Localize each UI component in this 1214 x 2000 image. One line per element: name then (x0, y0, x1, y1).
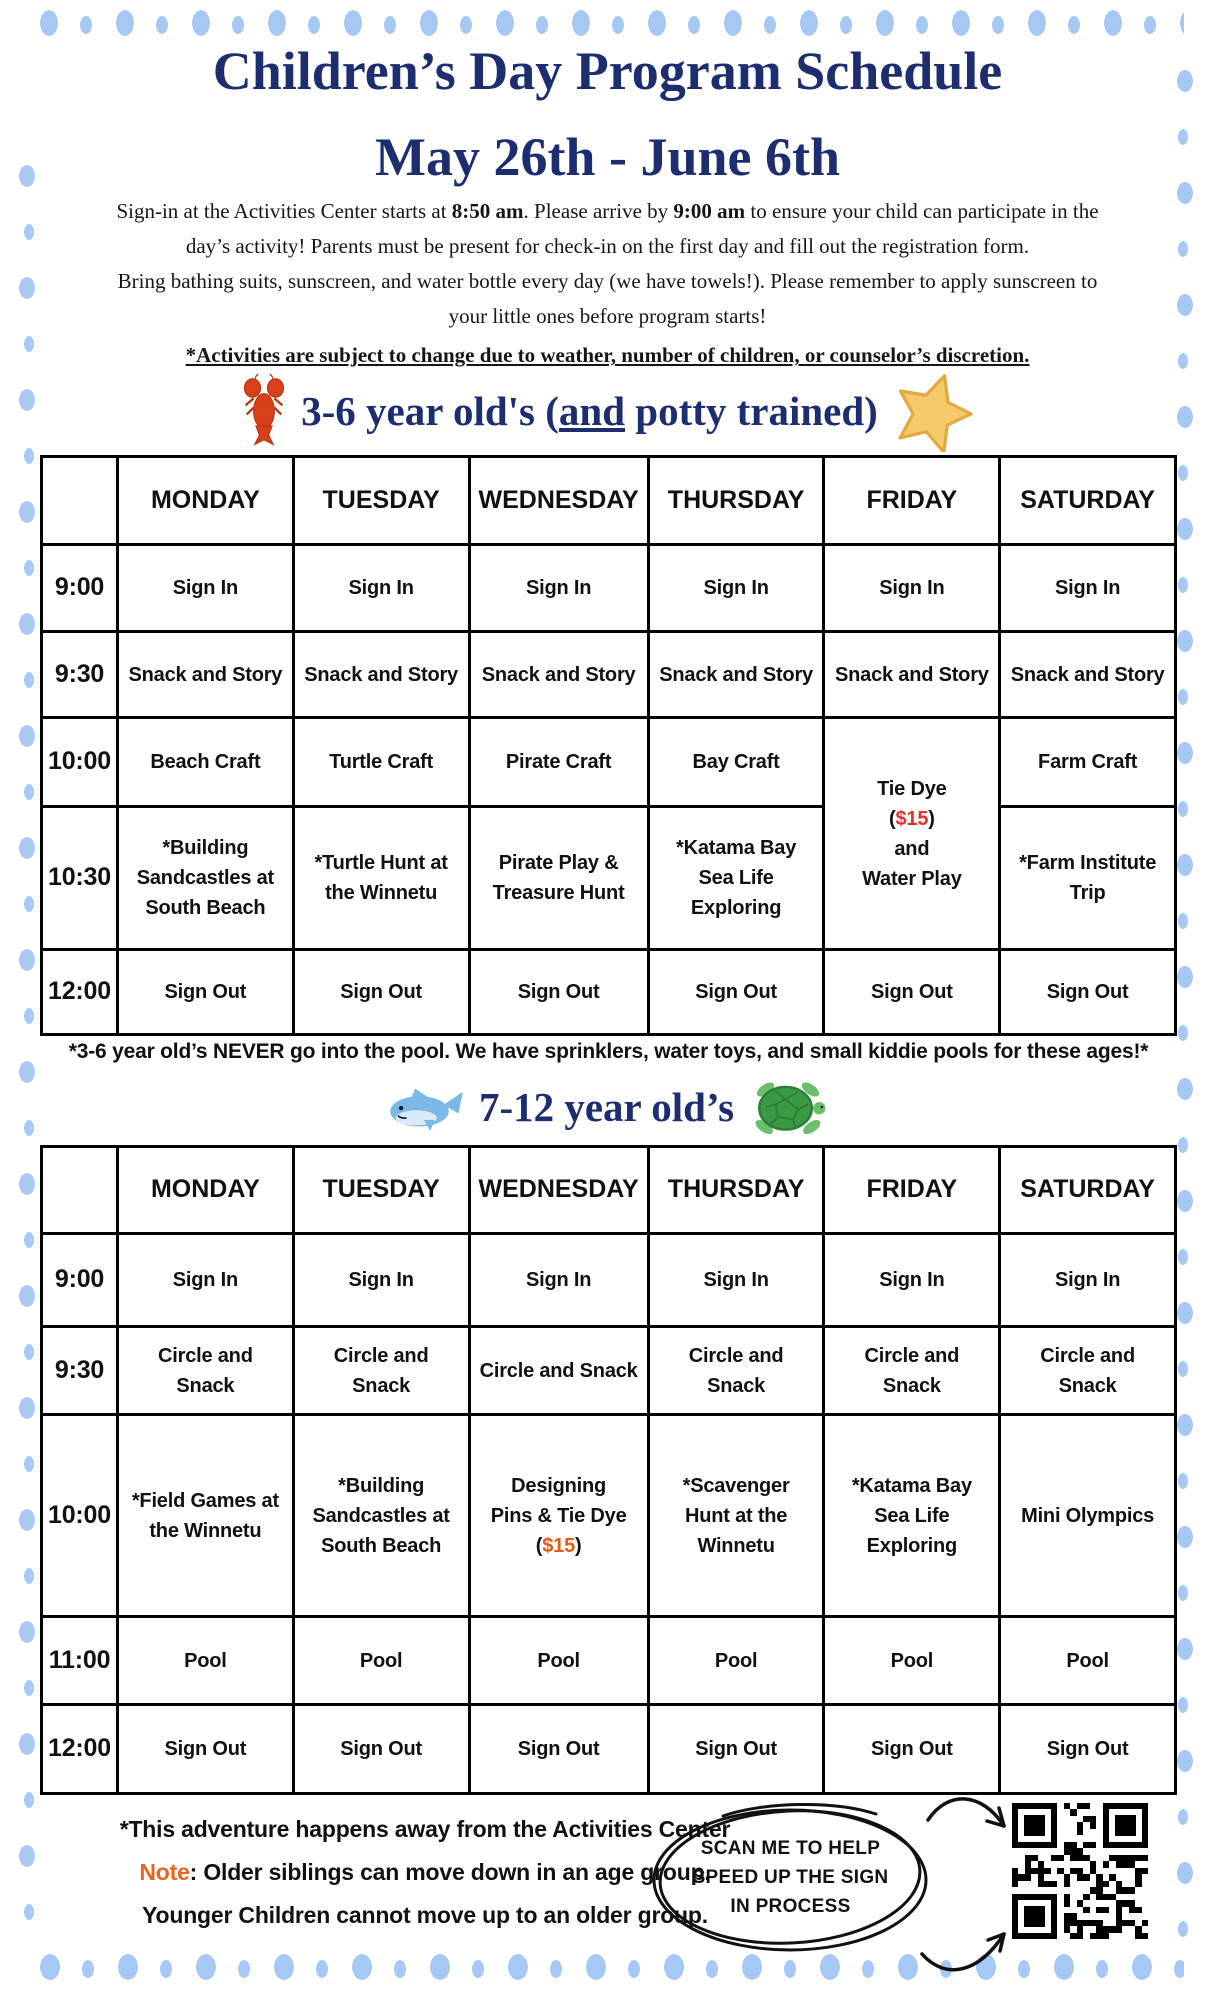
scan-me-text: SCAN ME TO HELP SPEED UP THE SIGN IN PROCESS (692, 1838, 889, 1917)
schedule-cell: Sign Out (471, 951, 647, 1033)
schedule-cell: Snack and Story (825, 633, 998, 716)
day-header: WEDNESDAY (471, 458, 647, 543)
starfish-icon (892, 370, 974, 452)
decorative-dots-top (30, 8, 1184, 36)
footer-line-1: *This adventure happens away from the Activities Center (119, 1816, 731, 1842)
schedule-cell: Sign In (825, 1235, 998, 1325)
note-label: Note (139, 1859, 190, 1885)
schedule-cell: Pool (471, 1618, 647, 1703)
schedule-cell: Mini Olympics (1001, 1416, 1174, 1615)
schedule-cell: Sign In (825, 546, 998, 630)
schedule-cell: Pool (1001, 1618, 1174, 1703)
cell-line: and (894, 837, 930, 860)
time-label: 12:00 (43, 951, 116, 1033)
schedule-cell: Bay Craft (650, 719, 823, 805)
schedule-cell: *Building Sandcastles at South Beach (119, 808, 292, 948)
day-header: MONDAY (119, 1148, 292, 1232)
schedule-cell: *Scavenger Hunt at the Winnetu (650, 1416, 823, 1615)
time-label: 9:00 (43, 546, 116, 630)
schedule-cell: Sign Out (1001, 1706, 1174, 1792)
section2-heading (40, 1072, 1175, 1142)
intro-line-3: Bring bathing suits, sunscreen, and water bottle every day (we have towels!). Please remember to apply sunscreen to (117, 269, 1098, 293)
date-range: May 26th - June 6th (374, 127, 840, 187)
schedule-cell: Sign Out (119, 1706, 292, 1792)
day-header: THURSDAY (650, 458, 823, 543)
corner-cell (43, 458, 116, 543)
section2-heading-text: 7-12 year old’s (478, 1084, 735, 1130)
day-header: SATURDAY (1001, 458, 1174, 543)
schedule-cell: Snack and Story (650, 633, 823, 716)
day-header: THURSDAY (650, 1148, 823, 1232)
pool-note: *3-6 year old’s NEVER go into the pool. We have sprinklers, water toys, and small kiddie pools for these ages!* (68, 1040, 1149, 1063)
schedule-cell: Circle and Snack (1001, 1328, 1174, 1413)
turtle-icon (748, 1072, 828, 1142)
schedule-cell: Circle and Snack (650, 1328, 823, 1413)
day-header: TUESDAY (295, 458, 468, 543)
schedule-cell: Sign In (1001, 1235, 1174, 1325)
schedule-cell: Sign Out (295, 951, 468, 1033)
schedule-cell: Sign Out (1001, 951, 1174, 1033)
schedule-cell: Sign In (119, 1235, 292, 1325)
schedule-cell: Sign Out (825, 1706, 998, 1792)
qr-finder-pattern (1012, 1894, 1057, 1939)
schedule-cell-wednesday-tie-dye (471, 1416, 647, 1615)
day-header: MONDAY (119, 458, 292, 543)
day-header: TUESDAY (295, 1148, 468, 1232)
schedule-cell: Sign In (295, 546, 468, 630)
schedule-cell: Sign Out (650, 951, 823, 1033)
day-header: FRIDAY (825, 458, 998, 543)
schedule-cell: Sign In (1001, 546, 1174, 630)
qr-finder-pattern (1103, 1803, 1148, 1848)
intro-text (20, 194, 1195, 373)
intro-line-1: Sign-in at the Activities Center starts at 8:50 am. Please arrive by 9:00 am to ensure your child can participate in the (116, 199, 1099, 223)
schedule-table-7-12 (40, 1145, 1177, 1795)
schedule-cell: Circle and Snack (119, 1328, 292, 1413)
cell-line: Designing (511, 1474, 607, 1497)
schedule-cell: *Turtle Hunt at the Winnetu (295, 808, 468, 948)
footer-line-2: Note: Older siblings can move down in an age group. (139, 1859, 711, 1885)
schedule-cell: *Katama Bay Sea Life Exploring (825, 1416, 998, 1615)
schedule-cell: Pool (119, 1618, 292, 1703)
disclaimer-line: *Activities are subject to change due to weather, number of children, or counselor’s discretion. (185, 343, 1030, 367)
cell-line: Water Play (862, 867, 962, 890)
schedule-cell: Circle and Snack (825, 1328, 998, 1413)
time-label: 10:00 (43, 1416, 116, 1615)
section1-heading-text: 3-6 year old's (and potty trained) (301, 387, 878, 434)
schedule-cell: *Field Games at the Winnetu (119, 1416, 292, 1615)
footer-line-3: Younger Children cannot move up to an older group. (142, 1902, 708, 1928)
schedule-cell: Sign In (471, 1235, 647, 1325)
schedule-cell: Beach Craft (119, 719, 292, 805)
section1-heading (40, 368, 1175, 453)
schedule-cell: Sign Out (471, 1706, 647, 1792)
schedule-cell: Farm Craft (1001, 719, 1174, 805)
corner-cell (43, 1148, 116, 1232)
schedule-cell: Pirate Play & Treasure Hunt (471, 808, 647, 948)
cell-line: Tie Dye (877, 777, 947, 800)
schedule-cell: Circle and Snack (471, 1328, 647, 1413)
day-header: WEDNESDAY (471, 1148, 647, 1232)
schedule-cell: *Farm Institute Trip (1001, 808, 1174, 948)
schedule-cell-friday-tie-dye (825, 719, 998, 948)
lobster-icon (241, 372, 287, 450)
schedule-cell: Pirate Craft (471, 719, 647, 805)
schedule-cell: *Katama Bay Sea Life Exploring (650, 808, 823, 948)
qr-finder-pattern (1012, 1803, 1057, 1848)
price-text: $15 (895, 807, 929, 830)
schedule-cell: Sign In (119, 546, 292, 630)
time-label: 10:30 (43, 808, 116, 948)
schedule-cell: *Building Sandcastles at South Beach (295, 1416, 468, 1615)
schedule-cell: Pool (825, 1618, 998, 1703)
schedule-cell: Snack and Story (119, 633, 292, 716)
shark-icon (387, 1081, 465, 1133)
day-header: SATURDAY (1001, 1148, 1174, 1232)
schedule-cell: Pool (650, 1618, 823, 1703)
schedule-cell: Sign In (471, 546, 647, 630)
time-label: 9:30 (43, 1328, 116, 1413)
time-label: 10:00 (43, 719, 116, 805)
schedule-cell: Sign In (650, 546, 823, 630)
page-title: Children’s Day Program Schedule (212, 41, 1003, 101)
schedule-cell: Snack and Story (471, 633, 647, 716)
day-header: FRIDAY (825, 1148, 998, 1232)
schedule-cell: Circle and Snack (295, 1328, 468, 1413)
scan-me-bubble (648, 1800, 933, 1955)
schedule-cell: Pool (295, 1618, 468, 1703)
schedule-cell: Sign Out (295, 1706, 468, 1792)
cell-line: Pins & Tie Dye (490, 1504, 627, 1527)
schedule-cell: Sign Out (119, 951, 292, 1033)
schedule-cell: Sign In (650, 1235, 823, 1325)
qr-code (1012, 1803, 1148, 1939)
schedule-cell: Turtle Craft (295, 719, 468, 805)
time-label: 11:00 (43, 1618, 116, 1703)
cell-line: ($15) (535, 1534, 582, 1557)
cell-line: ($15) (889, 807, 935, 830)
time-label: 9:00 (43, 1235, 116, 1325)
time-label: 12:00 (43, 1706, 116, 1792)
schedule-cell: Sign In (295, 1235, 468, 1325)
schedule-table-3-6 (40, 455, 1177, 1036)
schedule-cell: Snack and Story (1001, 633, 1174, 716)
time-label: 9:30 (43, 633, 116, 716)
intro-line-4: your little ones before program starts! (448, 304, 767, 328)
schedule-cell: Snack and Story (295, 633, 468, 716)
schedule-cell: Sign Out (650, 1706, 823, 1792)
schedule-cell: Sign Out (825, 951, 998, 1033)
price-text: $15 (542, 1534, 575, 1557)
intro-line-2: day’s activity! Parents must be present for check-in on the first day and fill out the registration form. (185, 234, 1030, 258)
decorative-dots-left (12, 150, 42, 1945)
